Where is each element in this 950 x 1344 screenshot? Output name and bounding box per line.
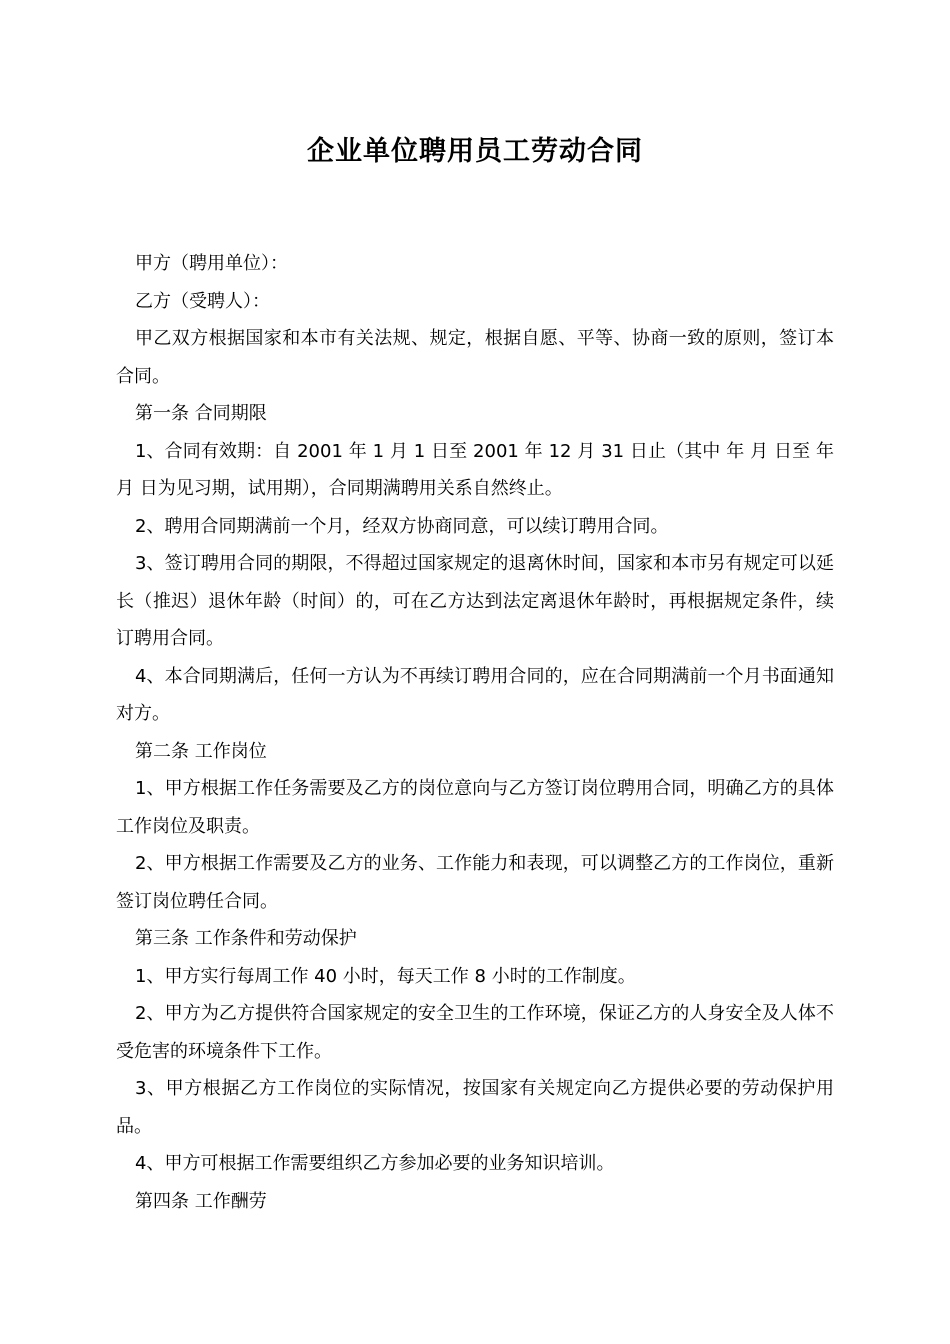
article-1-clause-3: 3、签订聘用合同的期限，不得超过国家规定的退离休时间，国家和本市另有规定可以延长（推迟）退休年龄（时间）的，可在乙方达到法定离退休年龄时，再根据规定条件，续订聘用合同。 — [116, 553, 834, 649]
article-3-clause-4: 4、甲方可根据工作需要组织乙方参加必要的业务知识培训。 — [135, 1153, 615, 1174]
article-1-clause-2: 2、聘用合同期满前一个月，经双方协商同意，可以续订聘用合同。 — [135, 515, 669, 537]
party-b-line: 乙方（受聘人）： — [135, 290, 270, 312]
article-2-clause-1: 1、甲方根据工作任务需要及乙方的岗位意向与乙方签订岗位聘用合同，明确乙方的具体工作岗位及职责。 — [116, 778, 834, 837]
article-1-heading: 第一条 合同期限 — [135, 403, 267, 424]
article-4-heading: 第四条 工作酬劳 — [135, 1190, 267, 1212]
document-title: 企业单位聘用员工劳动合同 — [307, 136, 643, 167]
article-2-clause-2: 2、甲方根据工作需要及乙方的业务、工作能力和表现，可以调整乙方的工作岗位，重新签订岗位聘任合同。 — [116, 853, 834, 912]
article-3-clause-1: 1、甲方实行每周工作 40 小时，每天工作 8 小时的工作制度。 — [135, 965, 636, 987]
article-3-clause-3: 3、甲方根据乙方工作岗位的实际情况，按国家有关规定向乙方提供必要的劳动保护用品。 — [116, 1078, 834, 1137]
article-3-heading: 第三条 工作条件和劳动保护 — [135, 928, 357, 949]
article-2-heading: 第二条 工作岗位 — [135, 740, 267, 762]
party-a-line: 甲方（聘用单位）： — [135, 253, 288, 274]
document-body — [116, 245, 834, 1220]
article-1-clause-1: 1、合同有效期：自 2001 年 1 月 1 日至 2001 年 12 月 31 日止（其中 年 月 日至 年 月 日为见习期，试用期），合同期满聘用关系自然终止。 — [116, 440, 834, 499]
article-1-clause-4: 4、本合同期满后，任何一方认为不再续订聘用合同的，应在合同期满前一个月书面通知对方。 — [116, 665, 834, 724]
preamble-paragraph: 甲乙双方根据国家和本市有关法规、规定，根据自愿、平等、协商一致的原则，签订本合同。 — [116, 328, 834, 387]
article-3-clause-2: 2、甲方为乙方提供符合国家规定的安全卫生的工作环境，保证乙方的人身安全及人体不受危害的环境条件下工作。 — [116, 1003, 834, 1062]
